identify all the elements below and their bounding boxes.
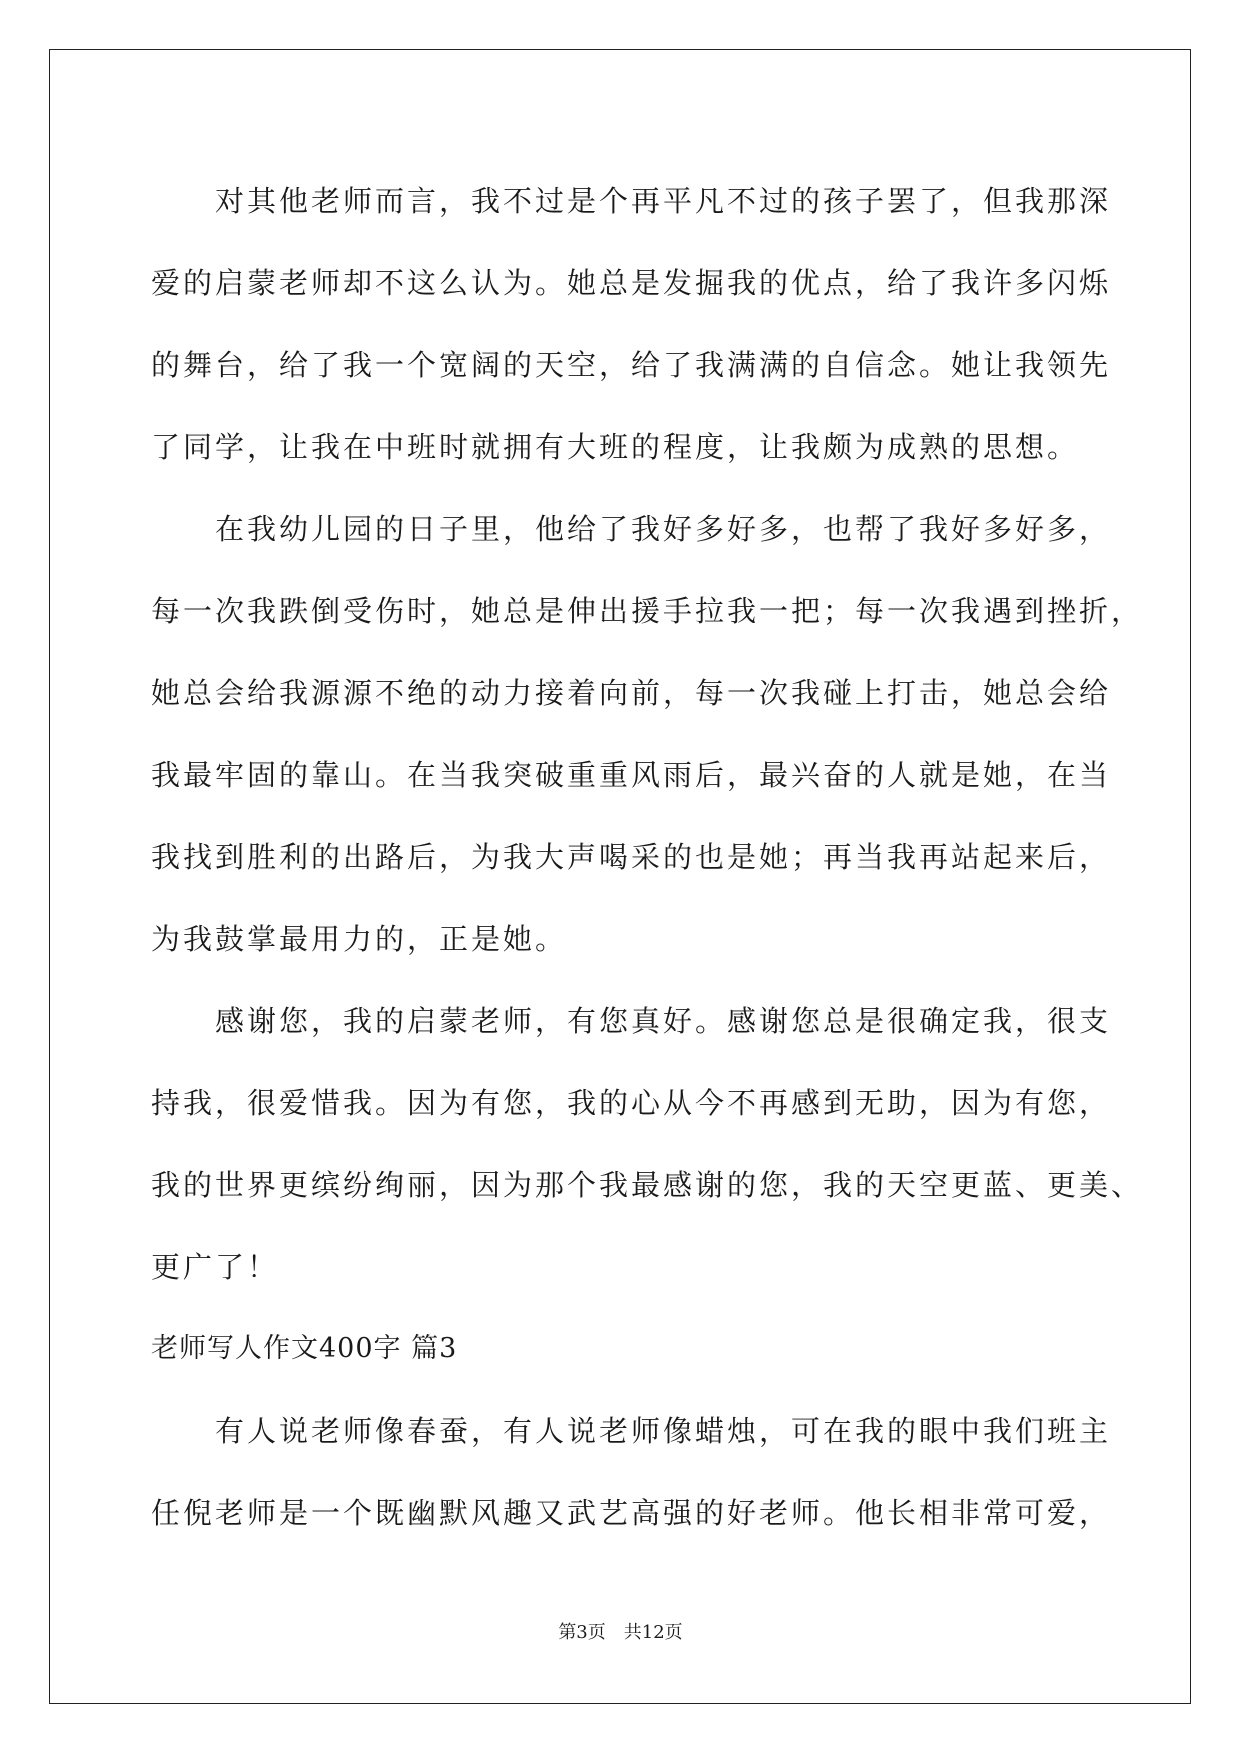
page-footer [0, 1618, 1241, 1644]
text-line: 对其他老师而言，我不过是个再平凡不过的孩子罢了，但我那深 [215, 184, 1112, 218]
text-line: 爱的启蒙老师却不这么认为。她总是发掘我的优点，给了我许多闪烁 [151, 266, 1112, 300]
section-heading: 老师写人作文400字 篇3 [151, 1333, 458, 1364]
paragraph-2 [151, 488, 1144, 980]
text-line: 为我鼓掌最用力的，正是她。 [151, 922, 568, 956]
paragraph-3 [151, 980, 1144, 1308]
text-line: 我的世界更缤纷绚丽，因为那个我最感谢的您，我的天空更蓝、更美、 [151, 1168, 1144, 1202]
page-number-current: 第3页 [558, 1622, 606, 1643]
paragraph-4 [151, 1390, 1112, 1554]
text-line: 有人说老师像春蚕，有人说老师像蜡烛，可在我的眼中我们班主 [215, 1414, 1112, 1448]
paragraph-1 [151, 160, 1112, 488]
text-line: 持我，很爱惜我。因为有您，我的心从今不再感到无助，因为有您， [151, 1086, 1112, 1120]
text-line: 的舞台，给了我一个宽阔的天空，给了我满满的自信念。她让我领先 [151, 348, 1112, 382]
text-line: 任倪老师是一个既幽默风趣又武艺高强的好老师。他长相非常可爱， [151, 1496, 1112, 1530]
text-line: 我找到胜利的出路后，为我大声喝采的也是她；再当我再站起来后， [151, 840, 1112, 874]
text-line: 在我幼儿园的日子里，他给了我好多好多，也帮了我好多好多， [215, 512, 1112, 546]
text-line: 我最牢固的靠山。在当我突破重重风雨后，最兴奋的人就是她，在当 [151, 758, 1112, 792]
text-line: 她总会给我源源不绝的动力接着向前，每一次我碰上打击，她总会给 [151, 676, 1112, 710]
text-line: 每一次我跌倒受伤时，她总是伸出援手拉我一把；每一次我遇到挫折， [151, 594, 1144, 628]
text-line: 更广了！ [151, 1250, 280, 1284]
page-number-total: 共12页 [623, 1622, 683, 1643]
document-body [151, 160, 1144, 1554]
text-line: 了同学，让我在中班时就拥有大班的程度，让我颇为成熟的思想。 [151, 430, 1080, 464]
text-line: 感谢您，我的启蒙老师，有您真好。感谢您总是很确定我，很支 [215, 1004, 1112, 1038]
